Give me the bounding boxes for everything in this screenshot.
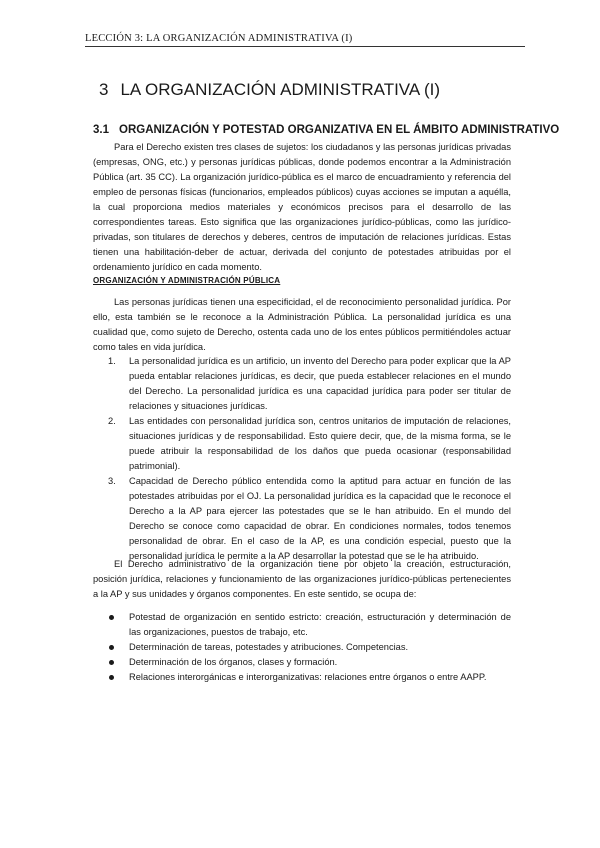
list-item <box>108 474 511 564</box>
list-item <box>108 640 511 655</box>
bullet-list <box>108 610 511 685</box>
list-item <box>108 354 511 414</box>
list-item <box>108 610 511 640</box>
bullet-icon <box>109 660 114 665</box>
list-marker: 1. <box>108 356 116 366</box>
list-marker: 3. <box>108 476 116 486</box>
bullet-icon <box>109 675 114 680</box>
paragraph-derecho-administrativo: El Derecho administrativo de la organización tiene por objeto la creación, estructuración, posición jurídica, relaciones y funcionamiento de las organizaciones jurídico-públicas pertenecientes a la AP y sus unidades y órganos componentes. En este sentido, se ocupa de: <box>93 559 511 599</box>
running-header: LECCIÓN 3: LA ORGANIZACIÓN ADMINISTRATIVA (I) <box>85 33 525 47</box>
paragraph-intro: Para el Derecho existen tres clases de sujetos: los ciudadanos y las personas jurídicas privadas (empresas, ONG, etc.) y personas jurídicas públicas, donde podemos encontrar a la Administración Pública (art. 35 CC). La organización jurídico-pública es el marco de encuadramiento y referencia del empleo de personas físicas (funcionarios, empleados públicos) cuyas acciones se imputan a aquélla, la cual proporciona medios materiales y económicos precisos para el desarrollo de las correspondientes tareas. Esto significa que las organizaciones jurídico-públicas, como las jurídico-privadas, son titulares de derechos y deberes, centros de imputación de relaciones jurídicas. Estas tienen una habilitación-deber de actuar, derivada del conjunto de potestades atribuidas por el ordenamiento jurídico en cada momento. <box>93 142 511 272</box>
numbered-list <box>108 354 511 564</box>
chapter-title <box>99 80 440 100</box>
chapter-title-text: LA ORGANIZACIÓN ADMINISTRATIVA (I) <box>120 80 441 99</box>
chapter-number: 3 <box>99 80 109 99</box>
list-item-text: Las entidades con personalidad jurídica son, centros unitarios de imputación de relaciones, situaciones jurídicas y de responsabilidad. Esto quiere decir, que, de la misma forma, se le puede atribuir la responsabilidad de los daños que pueda ocasionar (responsabilidad patrimonial). <box>129 416 511 471</box>
section-title <box>93 124 559 136</box>
subheading: ORGANIZACIÓN Y ADMINISTRACIÓN PÚBLICA <box>93 276 281 285</box>
list-item-text: La personalidad jurídica es un artificio, un invento del Derecho para poder explicar que la AP pueda entablar relaciones jurídicas, es decir, que pueda establecer relaciones en el mundo del Derecho. La personalidad jurídica es una capacidad jurídica para poder ser titular de relaciones y situaciones jurídicas. <box>129 356 511 411</box>
bullet-icon <box>109 645 114 650</box>
paragraph-personalidad: Las personas jurídicas tienen una especificidad, el de reconocimiento personalidad jurídica. Por ello, esta también se le reconoce a la Administración Pública. La personalidad jurídica es una cualidad que, como sujeto de Derecho, ostenta cada uno de los entes públicos permitiéndoles actuar como tales en vida jurídica. <box>93 297 511 352</box>
list-marker: 2. <box>108 416 116 426</box>
section-title-text: ORGANIZACIÓN Y POTESTAD ORGANIZATIVA EN EL ÁMBITO ADMINISTRATIVO <box>119 124 560 136</box>
list-item-text: Relaciones interorgánicas e interorganizativas: relaciones entre órganos o entre AAPP. <box>129 672 487 682</box>
list-item <box>108 670 511 685</box>
list-item-text: Potestad de organización en sentido estricto: creación, estructuración y determinación de las organizaciones, puestos de trabajo, etc. <box>129 612 511 637</box>
list-item <box>108 655 511 670</box>
list-item-text: Determinación de tareas, potestades y atribuciones. Competencias. <box>129 642 409 652</box>
list-item <box>108 414 511 474</box>
section-number: 3.1 <box>93 124 109 136</box>
list-item-text: Determinación de los órganos, clases y formación. <box>129 657 338 667</box>
bullet-icon <box>109 615 114 620</box>
list-item-text: Capacidad de Derecho público entendida como la aptitud para actuar en función de las potestades atribuidas por el OJ. La personalidad jurídica es la capacidad que le reconoce el Derecho a la AP para ejercer las potestades que se le han atribuido. En el mundo del Derecho se conoce como capacidad de obrar. En condiciones normales, todos tenemos personalidad de obrar. En el caso de la AP, es una condición especial, puesto que la personalidad jurídica le permite a la AP desarrollar la potestad que se le ha atribuido. <box>129 476 511 561</box>
